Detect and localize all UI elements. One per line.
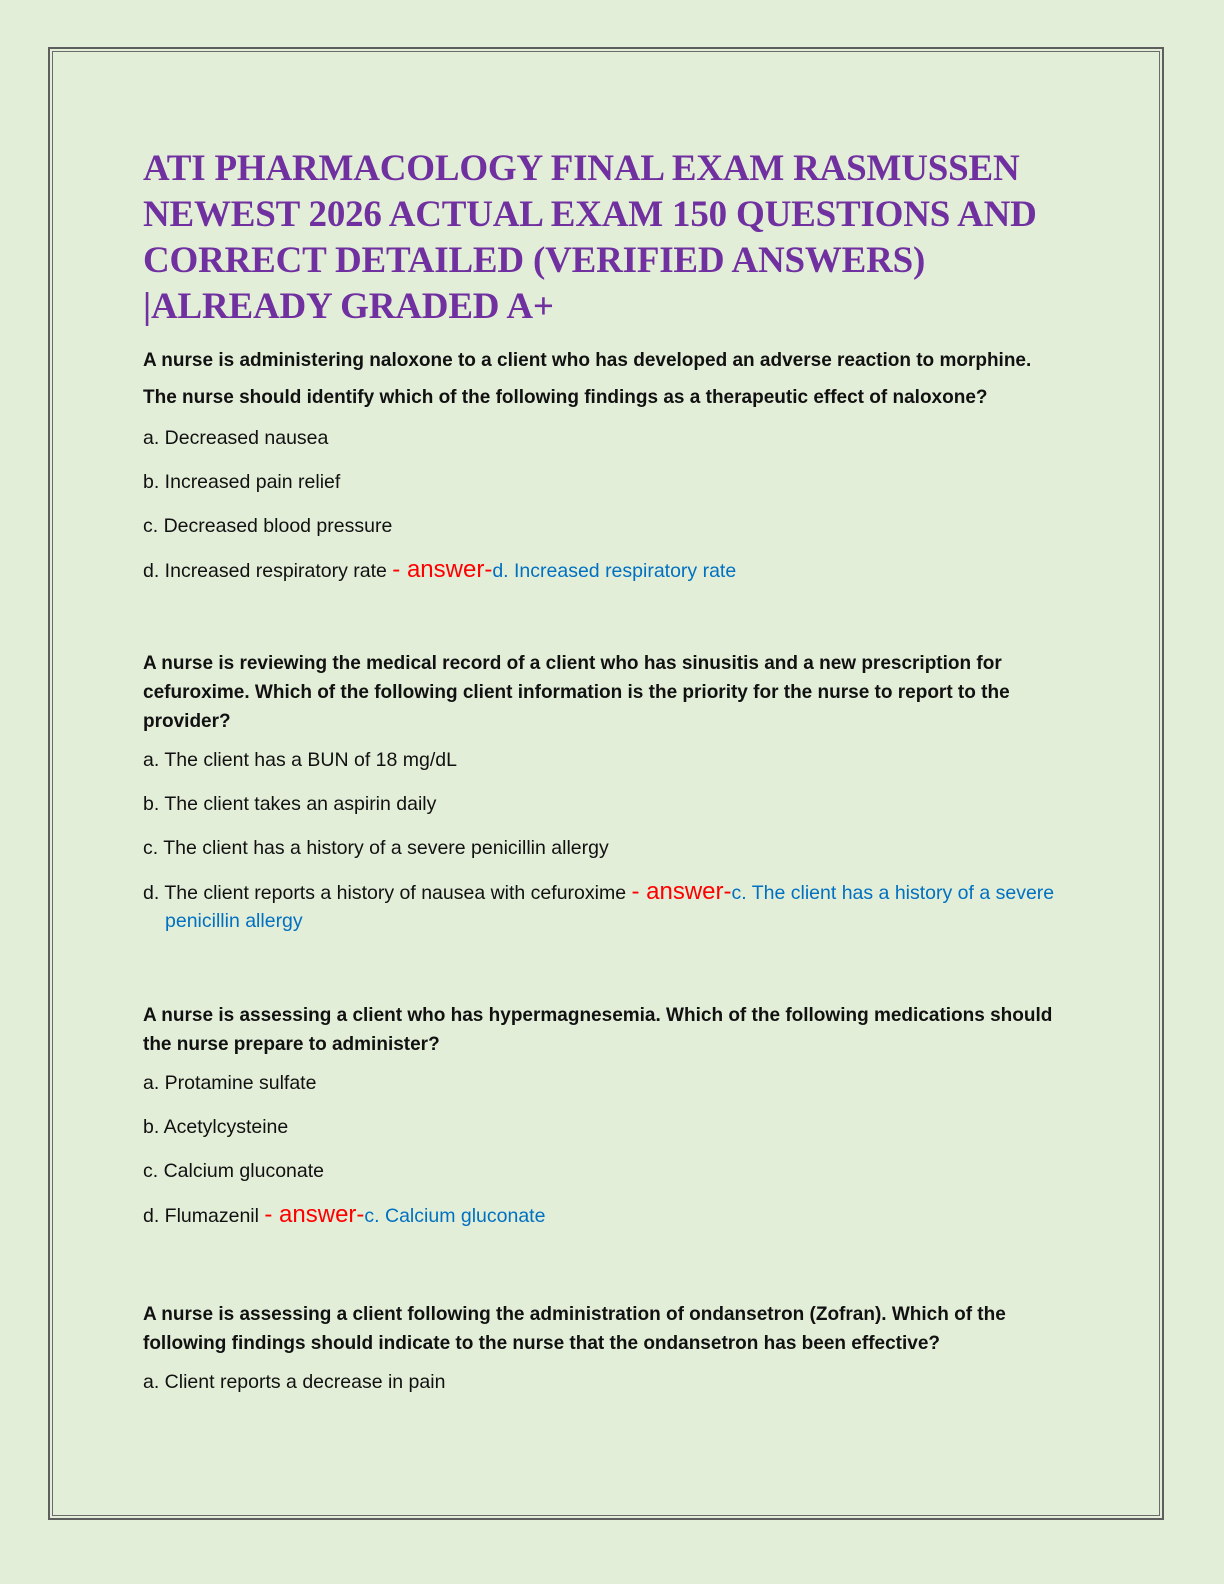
option-d: d. The client reports a history of nausea with cefuroxime - answer-c. The client has a history of a severe penicillin allergy — [143, 878, 1055, 932]
question-text: A nurse is assessing a client who has hypermagnesemia. Which of the following medications should the nurse prepare to administer? — [143, 1005, 1053, 1055]
question-block-1 — [143, 342, 1063, 585]
option-a: a. Client reports a decrease in pain — [143, 1371, 446, 1393]
question-text: A nurse is assessing a client following the administration of ondansetron (Zofran). Which of the following findings should indicate to the nurse that the ondansetron has been effective? — [143, 1304, 1006, 1354]
option-a: a. The client has a BUN of 18 mg/dL — [143, 749, 457, 771]
answer-text: c. The client has a history of a severe penicillin allergy — [165, 882, 1055, 932]
question-text: A nurse is administering naloxone to a client who has developed an adverse reaction to morphine. The nurse should identify which of the following findings as a therapeutic effect of naloxone? — [143, 350, 1032, 408]
option-b: b. Increased pain relief — [143, 471, 341, 493]
question-text: A nurse is reviewing the medical record of a client who has sinusitis and a new prescription for cefuroxime. Which of the following client information is the priority for the nurse to report to the provider? — [143, 653, 1010, 732]
question-block-4 — [143, 1300, 1063, 1396]
option-c: c. Decreased blood pressure — [143, 515, 393, 537]
question-block-3 — [143, 1001, 1063, 1230]
option-d: d. Flumazenil - answer-c. Calcium gluconate — [143, 1201, 546, 1228]
option-d: d. Increased respiratory rate - answer-d. Increased respiratory rate — [143, 556, 737, 583]
option-c: c. The client has a history of a severe penicillin allergy — [143, 837, 609, 859]
answer-marker: - answer- — [631, 878, 732, 905]
document-title: ATI PHARMACOLOGY FINAL EXAM RASMUSSEN NEWEST 2026 ACTUAL EXAM 150 QUESTIONS AND CORRECT DETAILED (VERIFIED ANSWERS) |ALREADY GRADED A+ — [143, 148, 1037, 327]
option-b: b. The client takes an aspirin daily — [143, 793, 437, 815]
answer-marker: - answer- — [264, 1201, 365, 1228]
answer-text: d. Increased respiratory rate — [492, 560, 737, 582]
question-block-2 — [143, 649, 1063, 935]
answer-marker: - answer- — [392, 556, 493, 583]
option-b: b. Acetylcysteine — [143, 1116, 289, 1138]
answer-text: c. Calcium gluconate — [364, 1205, 546, 1227]
option-a: a. Protamine sulfate — [143, 1072, 317, 1094]
option-a: a. Decreased nausea — [143, 427, 329, 449]
document-body — [143, 146, 1063, 1396]
option-c: c. Calcium gluconate — [143, 1160, 325, 1182]
